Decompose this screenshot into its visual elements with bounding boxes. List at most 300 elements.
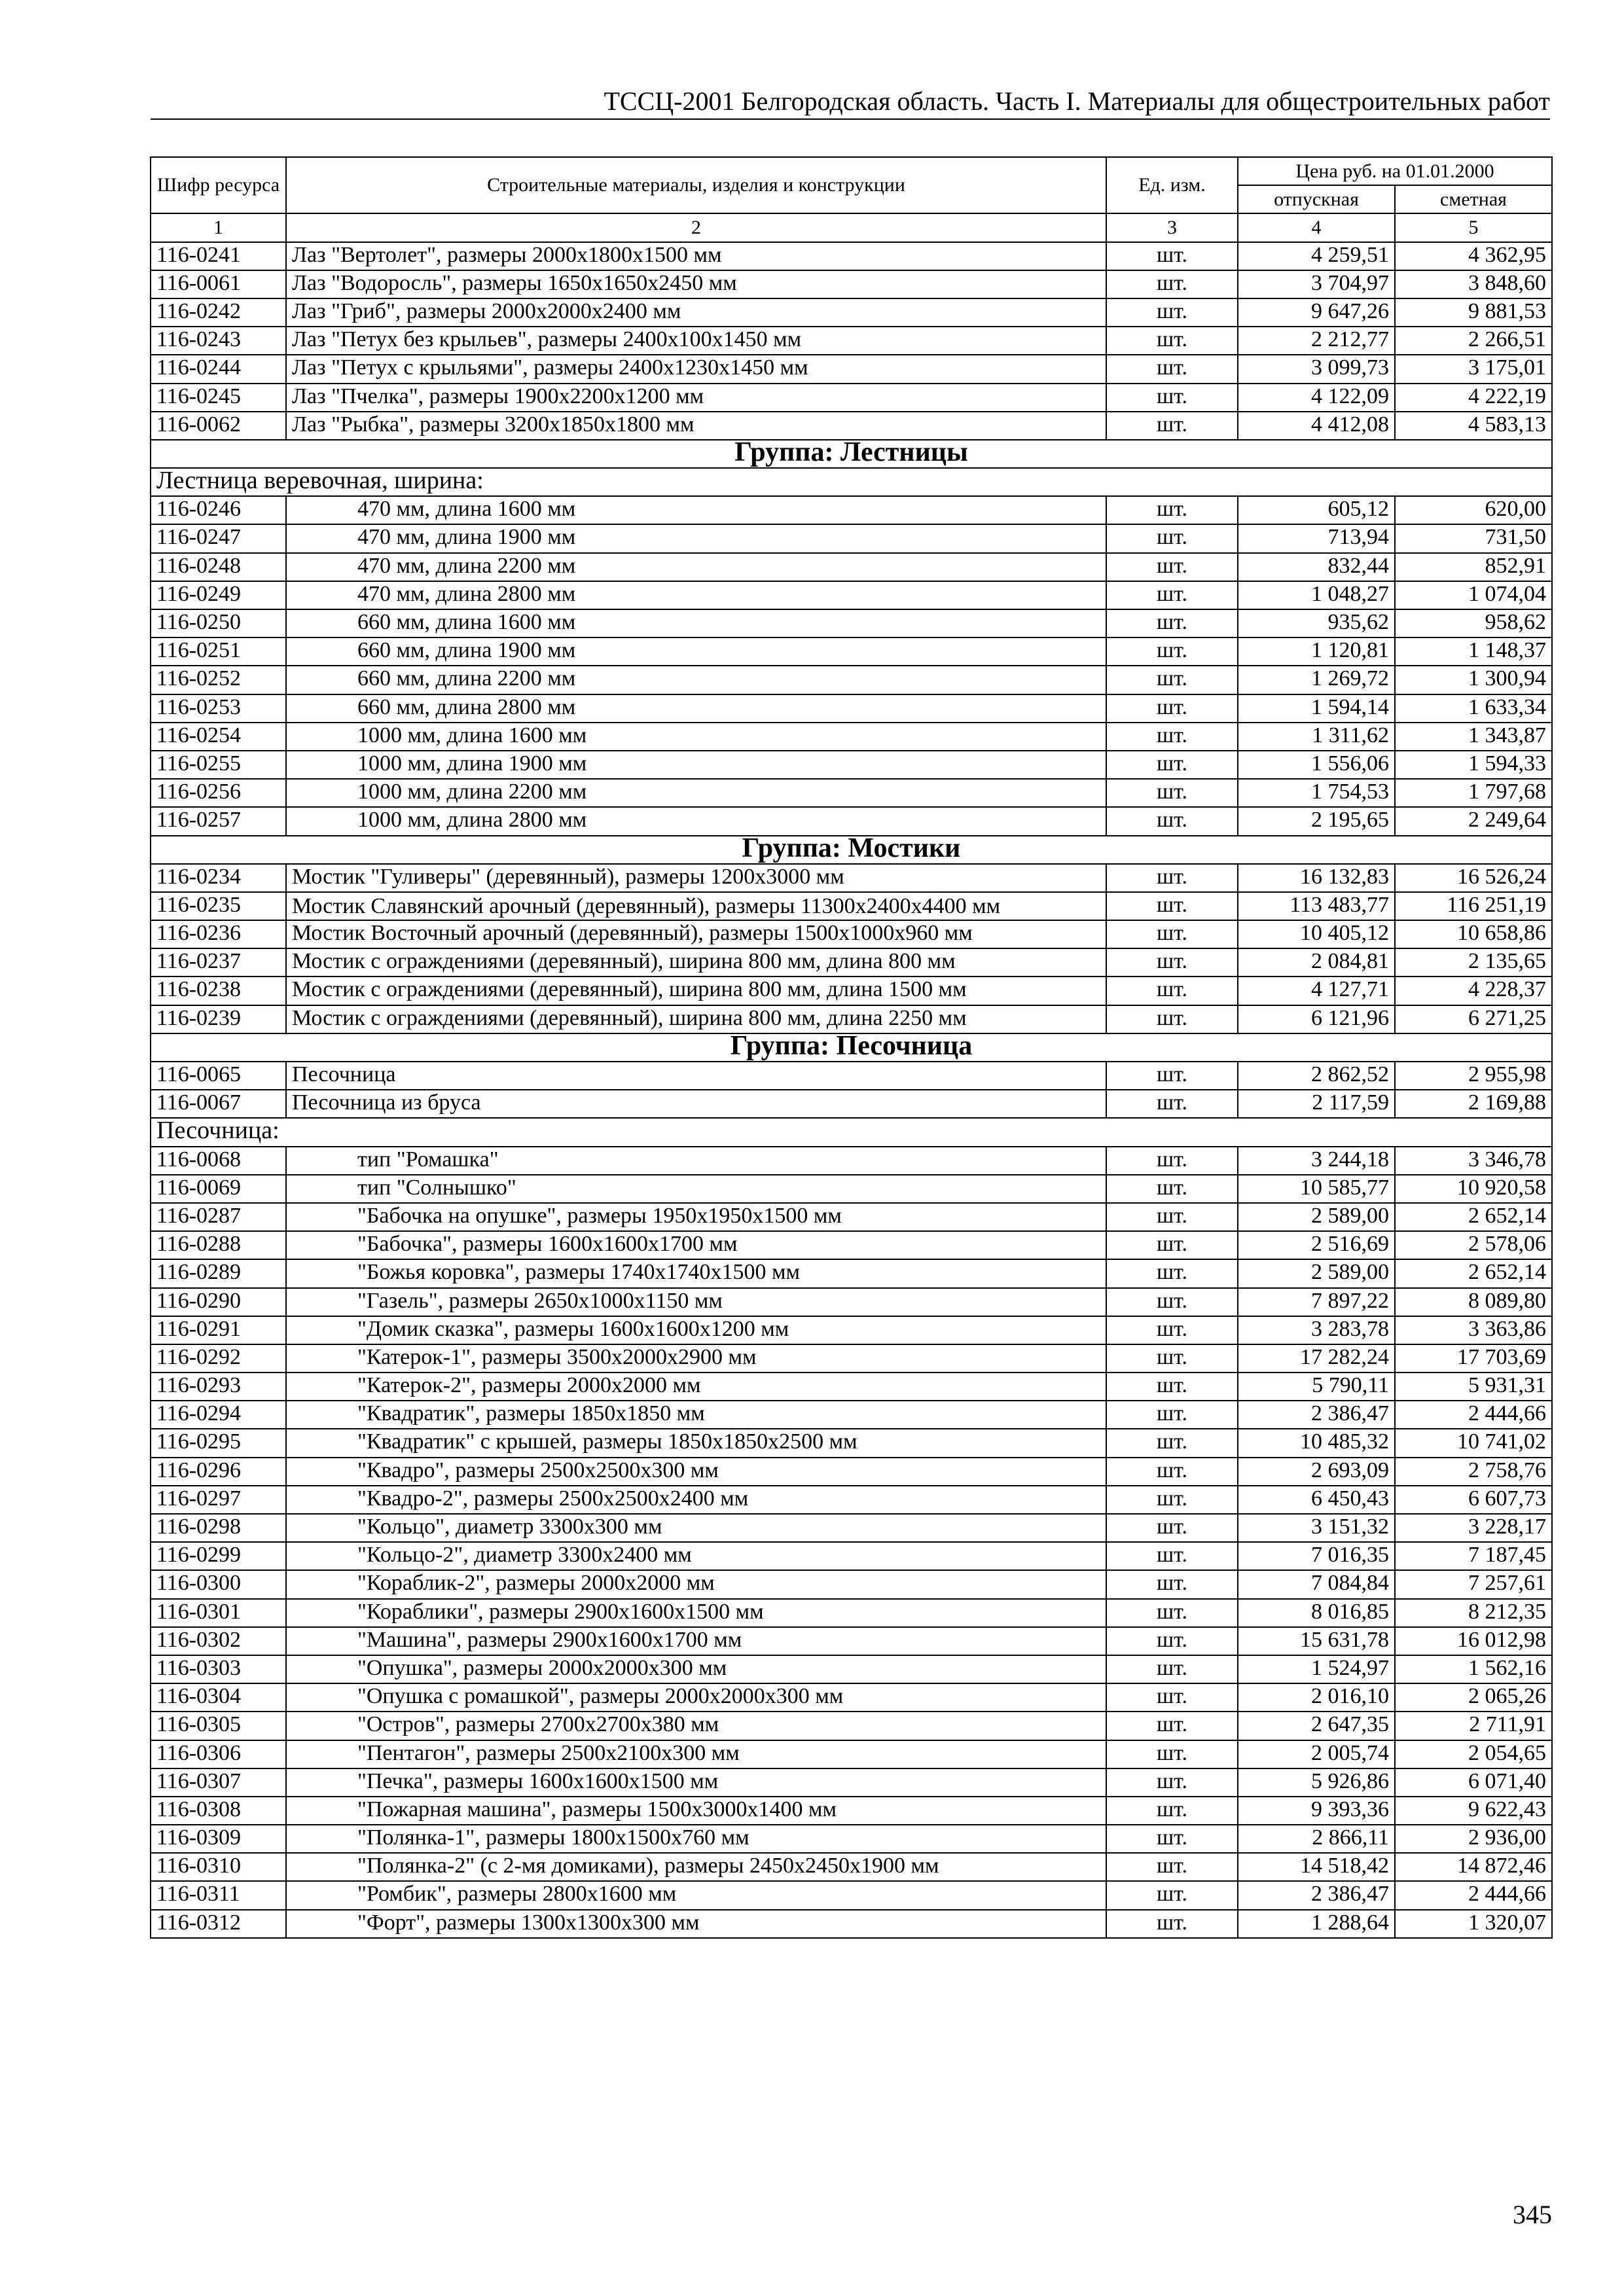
resource-code: 116-0068 xyxy=(151,1147,286,1175)
table-row xyxy=(151,270,1552,298)
unit-cell: шт. xyxy=(1106,298,1238,327)
table-row xyxy=(151,355,1552,383)
column-number: 2 xyxy=(286,213,1106,242)
estimate-price: 2 936,00 xyxy=(1395,1825,1552,1853)
unit-cell: шт. xyxy=(1106,1372,1238,1401)
resource-code: 116-0239 xyxy=(151,1005,286,1033)
resource-code: 116-0241 xyxy=(151,242,286,270)
estimate-price: 3 346,78 xyxy=(1395,1147,1552,1175)
resource-code: 116-0288 xyxy=(151,1231,286,1259)
column-number-row xyxy=(151,213,1552,242)
estimate-price: 9 622,43 xyxy=(1395,1797,1552,1825)
header-release-price: отпускная xyxy=(1238,185,1395,213)
release-price: 3 704,97 xyxy=(1238,270,1395,298)
table-row xyxy=(151,920,1552,948)
release-price: 1 524,97 xyxy=(1238,1655,1395,1683)
release-price: 1 754,53 xyxy=(1238,779,1395,807)
resource-code: 116-0253 xyxy=(151,694,286,723)
material-name: "Опушка с ромашкой", размеры 2000х2000х300 мм xyxy=(286,1683,1106,1712)
material-name: "Квадратик", размеры 1850х1850 мм xyxy=(286,1401,1106,1429)
header-name: Строительные материалы, изделия и конструкции xyxy=(286,157,1106,213)
unit-cell: шт. xyxy=(1106,864,1238,892)
material-name: Лаз "Вертолет", размеры 2000х1800х1500 мм xyxy=(286,242,1106,270)
release-price: 5 790,11 xyxy=(1238,1372,1395,1401)
unit-cell: шт. xyxy=(1106,1797,1238,1825)
unit-cell: шт. xyxy=(1106,892,1238,920)
material-name: "Полянка-1", размеры 1800х1500х760 мм xyxy=(286,1825,1106,1853)
table-row xyxy=(151,1514,1552,1542)
estimate-price: 10 741,02 xyxy=(1395,1429,1552,1457)
material-name: 470 мм, длина 2200 мм xyxy=(286,553,1106,581)
table-row xyxy=(151,864,1552,892)
resource-code: 116-0300 xyxy=(151,1570,286,1598)
table-row xyxy=(151,581,1552,609)
table-row xyxy=(151,412,1552,440)
release-price: 832,44 xyxy=(1238,553,1395,581)
estimate-price: 4 362,95 xyxy=(1395,242,1552,270)
estimate-price: 2 065,26 xyxy=(1395,1683,1552,1712)
release-price: 7 084,84 xyxy=(1238,1570,1395,1598)
material-name: "Бабочка на опушке", размеры 1950х1950х1500 мм xyxy=(286,1203,1106,1231)
material-name: 470 мм, длина 1600 мм xyxy=(286,496,1106,524)
table-row xyxy=(151,1344,1552,1372)
estimate-price: 1 320,07 xyxy=(1395,1910,1552,1938)
unit-cell: шт. xyxy=(1106,270,1238,298)
unit-cell: шт. xyxy=(1106,1542,1238,1570)
resource-code: 116-0249 xyxy=(151,581,286,609)
resource-code: 116-0289 xyxy=(151,1259,286,1287)
table-row xyxy=(151,1005,1552,1033)
material-name: Лаз "Пчелка", размеры 1900х2200х1200 мм xyxy=(286,384,1106,412)
estimate-price: 14 872,46 xyxy=(1395,1853,1552,1881)
table-row xyxy=(151,609,1552,637)
unit-cell: шт. xyxy=(1106,1825,1238,1853)
estimate-price: 2 955,98 xyxy=(1395,1062,1552,1090)
table-row xyxy=(151,779,1552,807)
header-code: Шифр ресурса xyxy=(151,157,286,213)
material-name: "Ромбик", размеры 2800х1600 мм xyxy=(286,1881,1106,1909)
estimate-price: 1 074,04 xyxy=(1395,581,1552,609)
release-price: 17 282,24 xyxy=(1238,1344,1395,1372)
release-price: 3 244,18 xyxy=(1238,1147,1395,1175)
material-name: "Квадро-2", размеры 2500х2500х2400 мм xyxy=(286,1486,1106,1514)
material-name: "Форт", размеры 1300х1300х300 мм xyxy=(286,1910,1106,1938)
material-name: Лаз "Петух с крыльями", размеры 2400х1230х1450 мм xyxy=(286,355,1106,383)
material-name: "Катерок-1", размеры 3500х2000х2900 мм xyxy=(286,1344,1106,1372)
material-name: "Кольцо", диаметр 3300х300 мм xyxy=(286,1514,1106,1542)
material-name: "Кораблики", размеры 2900х1600х1500 мм xyxy=(286,1599,1106,1627)
resource-code: 116-0067 xyxy=(151,1090,286,1118)
estimate-price: 10 920,58 xyxy=(1395,1175,1552,1203)
release-price: 2 212,77 xyxy=(1238,327,1395,355)
unit-cell: шт. xyxy=(1106,553,1238,581)
estimate-price: 731,50 xyxy=(1395,524,1552,552)
release-price: 9 647,26 xyxy=(1238,298,1395,327)
column-number: 4 xyxy=(1238,213,1395,242)
unit-cell: шт. xyxy=(1106,1853,1238,1881)
estimate-price: 4 583,13 xyxy=(1395,412,1552,440)
release-price: 9 393,36 xyxy=(1238,1797,1395,1825)
unit-cell: шт. xyxy=(1106,1910,1238,1938)
resource-code: 116-0247 xyxy=(151,524,286,552)
material-name: "Пожарная машина", размеры 1500х3000х1400 мм xyxy=(286,1797,1106,1825)
release-price: 1 556,06 xyxy=(1238,751,1395,779)
resource-code: 116-0252 xyxy=(151,666,286,694)
release-price: 1 048,27 xyxy=(1238,581,1395,609)
resource-code: 116-0065 xyxy=(151,1062,286,1090)
table-row xyxy=(151,1825,1552,1853)
material-name: 1000 мм, длина 2800 мм xyxy=(286,807,1106,835)
estimate-price: 116 251,19 xyxy=(1395,892,1552,920)
unit-cell: шт. xyxy=(1106,637,1238,666)
estimate-price: 1 633,34 xyxy=(1395,694,1552,723)
release-price: 4 259,51 xyxy=(1238,242,1395,270)
material-name: Мостик Восточный арочный (деревянный), размеры 1500х1000х960 мм xyxy=(286,920,1106,948)
material-name: Мостик с ограждениями (деревянный), ширина 800 мм, длина 1500 мм xyxy=(286,977,1106,1005)
resource-code: 116-0248 xyxy=(151,553,286,581)
unit-cell: шт. xyxy=(1106,524,1238,552)
header-unit: Ед. изм. xyxy=(1106,157,1238,213)
group-title: Группа: Песочница xyxy=(151,1033,1552,1062)
estimate-price: 6 071,40 xyxy=(1395,1768,1552,1797)
table-row xyxy=(151,1881,1552,1909)
table-row xyxy=(151,1655,1552,1683)
unit-cell: шт. xyxy=(1106,1231,1238,1259)
unit-cell: шт. xyxy=(1106,1005,1238,1033)
material-name: "Квадро", размеры 2500х2500х300 мм xyxy=(286,1458,1106,1486)
resource-code: 116-0298 xyxy=(151,1514,286,1542)
release-price: 713,94 xyxy=(1238,524,1395,552)
table-row xyxy=(151,327,1552,355)
resource-code: 116-0254 xyxy=(151,723,286,751)
unit-cell: шт. xyxy=(1106,1712,1238,1740)
group-title: Группа: Мостики xyxy=(151,836,1552,864)
table-row xyxy=(151,751,1552,779)
table-row xyxy=(151,496,1552,524)
group-title: Группа: Лестницы xyxy=(151,440,1552,468)
resource-code: 116-0312 xyxy=(151,1910,286,1938)
material-name: 470 мм, длина 1900 мм xyxy=(286,524,1106,552)
release-price: 16 132,83 xyxy=(1238,864,1395,892)
unit-cell: шт. xyxy=(1106,1514,1238,1542)
release-price: 1 269,72 xyxy=(1238,666,1395,694)
table-row xyxy=(151,1090,1552,1118)
table-row xyxy=(151,1683,1552,1712)
release-price: 2 589,00 xyxy=(1238,1259,1395,1287)
resource-code: 116-0305 xyxy=(151,1712,286,1740)
unit-cell: шт. xyxy=(1106,1288,1238,1316)
unit-cell: шт. xyxy=(1106,327,1238,355)
unit-cell: шт. xyxy=(1106,977,1238,1005)
resource-code: 116-0306 xyxy=(151,1740,286,1768)
table-row xyxy=(151,524,1552,552)
estimate-price: 3 228,17 xyxy=(1395,1514,1552,1542)
estimate-price: 2 444,66 xyxy=(1395,1401,1552,1429)
table-header xyxy=(151,157,1552,242)
resource-code: 116-0244 xyxy=(151,355,286,383)
unit-cell: шт. xyxy=(1106,1147,1238,1175)
resource-code: 116-0307 xyxy=(151,1768,286,1797)
material-name: "Кольцо-2", диаметр 3300х2400 мм xyxy=(286,1542,1106,1570)
estimate-price: 16 526,24 xyxy=(1395,864,1552,892)
resource-code: 116-0287 xyxy=(151,1203,286,1231)
material-name: Лаз "Гриб", размеры 2000х2000х2400 мм xyxy=(286,298,1106,327)
page-number: 345 xyxy=(1513,2200,1552,2229)
resource-code: 116-0294 xyxy=(151,1401,286,1429)
estimate-price: 2 169,88 xyxy=(1395,1090,1552,1118)
unit-cell: шт. xyxy=(1106,496,1238,524)
estimate-price: 620,00 xyxy=(1395,496,1552,524)
release-price: 5 926,86 xyxy=(1238,1768,1395,1797)
estimate-price: 6 607,73 xyxy=(1395,1486,1552,1514)
estimate-price: 4 222,19 xyxy=(1395,384,1552,412)
release-price: 14 518,42 xyxy=(1238,1853,1395,1881)
resource-code: 116-0292 xyxy=(151,1344,286,1372)
unit-cell: шт. xyxy=(1106,694,1238,723)
column-number: 3 xyxy=(1106,213,1238,242)
estimate-price: 4 228,37 xyxy=(1395,977,1552,1005)
unit-cell: шт. xyxy=(1106,412,1238,440)
release-price: 4 412,08 xyxy=(1238,412,1395,440)
resource-code: 116-0291 xyxy=(151,1316,286,1344)
estimate-price: 1 797,68 xyxy=(1395,779,1552,807)
release-price: 10 585,77 xyxy=(1238,1175,1395,1203)
unit-cell: шт. xyxy=(1106,1458,1238,1486)
material-name: Лаз "Петух без крыльев", размеры 2400х100х1450 мм xyxy=(286,327,1106,355)
unit-cell: шт. xyxy=(1106,1683,1238,1712)
resource-code: 116-0245 xyxy=(151,384,286,412)
release-price: 3 099,73 xyxy=(1238,355,1395,383)
estimate-price: 2 444,66 xyxy=(1395,1881,1552,1909)
estimate-price: 3 848,60 xyxy=(1395,270,1552,298)
resource-code: 116-0302 xyxy=(151,1627,286,1655)
material-name: Лаз "Водоросль", размеры 1650х1650х2450 мм xyxy=(286,270,1106,298)
subgroup-title: Лестница веревочная, ширина: xyxy=(151,468,1552,496)
resource-code: 116-0062 xyxy=(151,412,286,440)
estimate-price: 2 266,51 xyxy=(1395,327,1552,355)
estimate-price: 5 931,31 xyxy=(1395,1372,1552,1401)
table-row xyxy=(151,1853,1552,1881)
table-row xyxy=(151,1768,1552,1797)
release-price: 935,62 xyxy=(1238,609,1395,637)
material-name: 660 мм, длина 2800 мм xyxy=(286,694,1106,723)
unit-cell: шт. xyxy=(1106,1599,1238,1627)
unit-cell: шт. xyxy=(1106,1570,1238,1598)
table-row xyxy=(151,1288,1552,1316)
resource-code: 116-0256 xyxy=(151,779,286,807)
subgroup-row xyxy=(151,1118,1552,1146)
release-price: 1 288,64 xyxy=(1238,1910,1395,1938)
unit-cell: шт. xyxy=(1106,1881,1238,1909)
unit-cell: шт. xyxy=(1106,609,1238,637)
unit-cell: шт. xyxy=(1106,1740,1238,1768)
estimate-price: 7 257,61 xyxy=(1395,1570,1552,1598)
estimate-price: 3 363,86 xyxy=(1395,1316,1552,1344)
unit-cell: шт. xyxy=(1106,355,1238,383)
resource-code: 116-0061 xyxy=(151,270,286,298)
resource-code: 116-0299 xyxy=(151,1542,286,1570)
release-price: 1 311,62 xyxy=(1238,723,1395,751)
release-price: 4 122,09 xyxy=(1238,384,1395,412)
unit-cell: шт. xyxy=(1106,948,1238,977)
estimate-price: 2 054,65 xyxy=(1395,1740,1552,1768)
table-row xyxy=(151,1458,1552,1486)
unit-cell: шт. xyxy=(1106,1259,1238,1287)
unit-cell: шт. xyxy=(1106,581,1238,609)
table-row xyxy=(151,1175,1552,1203)
unit-cell: шт. xyxy=(1106,1062,1238,1090)
resource-code: 116-0243 xyxy=(151,327,286,355)
estimate-price: 958,62 xyxy=(1395,609,1552,637)
estimate-price: 16 012,98 xyxy=(1395,1627,1552,1655)
estimate-price: 2 652,14 xyxy=(1395,1203,1552,1231)
material-name: "Остров", размеры 2700х2700х380 мм xyxy=(286,1712,1106,1740)
release-price: 2 693,09 xyxy=(1238,1458,1395,1486)
table-row xyxy=(151,1147,1552,1175)
table-row xyxy=(151,1259,1552,1287)
material-name: тип "Ромашка" xyxy=(286,1147,1106,1175)
table-row xyxy=(151,1570,1552,1598)
release-price: 2 016,10 xyxy=(1238,1683,1395,1712)
material-name: Песочница из бруса xyxy=(286,1090,1106,1118)
unit-cell: шт. xyxy=(1106,751,1238,779)
material-name: "Божья коровка", размеры 1740х1740х1500 мм xyxy=(286,1259,1106,1287)
header-price: Цена руб. на 01.01.2000 xyxy=(1238,157,1552,185)
estimate-price: 2 711,91 xyxy=(1395,1712,1552,1740)
resource-code: 116-0301 xyxy=(151,1599,286,1627)
release-price: 2 589,00 xyxy=(1238,1203,1395,1231)
unit-cell: шт. xyxy=(1106,1486,1238,1514)
subgroup-title: Песочница: xyxy=(151,1118,1552,1146)
unit-cell: шт. xyxy=(1106,666,1238,694)
estimate-price: 2 578,06 xyxy=(1395,1231,1552,1259)
table-row xyxy=(151,637,1552,666)
table-row xyxy=(151,1712,1552,1740)
release-price: 605,12 xyxy=(1238,496,1395,524)
release-price: 7 016,35 xyxy=(1238,1542,1395,1570)
estimate-price: 1 300,94 xyxy=(1395,666,1552,694)
unit-cell: шт. xyxy=(1106,1627,1238,1655)
release-price: 10 405,12 xyxy=(1238,920,1395,948)
release-price: 2 647,35 xyxy=(1238,1712,1395,1740)
material-name: "Пентагон", размеры 2500х2100х300 мм xyxy=(286,1740,1106,1768)
estimate-price: 10 658,86 xyxy=(1395,920,1552,948)
table-row xyxy=(151,1231,1552,1259)
material-name: "Полянка-2" (с 2-мя домиками), размеры 2450х2450х1900 мм xyxy=(286,1853,1106,1881)
release-price: 10 485,32 xyxy=(1238,1429,1395,1457)
unit-cell: шт. xyxy=(1106,1316,1238,1344)
table-row xyxy=(151,694,1552,723)
material-name: 660 мм, длина 1600 мм xyxy=(286,609,1106,637)
table-row xyxy=(151,298,1552,327)
release-price: 7 897,22 xyxy=(1238,1288,1395,1316)
resource-code: 116-0257 xyxy=(151,807,286,835)
resource-code: 116-0242 xyxy=(151,298,286,327)
table-row xyxy=(151,1062,1552,1090)
material-name: Мостик с ограждениями (деревянный), ширина 800 мм, длина 800 мм xyxy=(286,948,1106,977)
resource-code: 116-0246 xyxy=(151,496,286,524)
header-divider xyxy=(151,118,1550,120)
table-row xyxy=(151,553,1552,581)
release-price: 2 005,74 xyxy=(1238,1740,1395,1768)
resource-code: 116-0311 xyxy=(151,1881,286,1909)
estimate-price: 3 175,01 xyxy=(1395,355,1552,383)
release-price: 1 594,14 xyxy=(1238,694,1395,723)
table-row xyxy=(151,1910,1552,1938)
unit-cell: шт. xyxy=(1106,1401,1238,1429)
material-name: "Опушка", размеры 2000х2000х300 мм xyxy=(286,1655,1106,1683)
resource-code: 116-0297 xyxy=(151,1486,286,1514)
estimate-price: 2 758,76 xyxy=(1395,1458,1552,1486)
estimate-price: 1 343,87 xyxy=(1395,723,1552,751)
release-price: 2 866,11 xyxy=(1238,1825,1395,1853)
release-price: 8 016,85 xyxy=(1238,1599,1395,1627)
unit-cell: шт. xyxy=(1106,1203,1238,1231)
group-row xyxy=(151,1033,1552,1062)
table-row xyxy=(151,1542,1552,1570)
table-row xyxy=(151,384,1552,412)
unit-cell: шт. xyxy=(1106,920,1238,948)
release-price: 2 195,65 xyxy=(1238,807,1395,835)
release-price: 4 127,71 xyxy=(1238,977,1395,1005)
table-row xyxy=(151,948,1552,977)
resource-code: 116-0290 xyxy=(151,1288,286,1316)
resource-code: 116-0293 xyxy=(151,1372,286,1401)
resource-code: 116-0237 xyxy=(151,948,286,977)
release-price: 2 117,59 xyxy=(1238,1090,1395,1118)
unit-cell: шт. xyxy=(1106,1655,1238,1683)
unit-cell: шт. xyxy=(1106,779,1238,807)
table-row xyxy=(151,1203,1552,1231)
unit-cell: шт. xyxy=(1106,1768,1238,1797)
price-table xyxy=(150,156,1553,1939)
table-row xyxy=(151,242,1552,270)
material-name: Мостик с ограждениями (деревянный), ширина 800 мм, длина 2250 мм xyxy=(286,1005,1106,1033)
unit-cell: шт. xyxy=(1106,384,1238,412)
table-row xyxy=(151,1740,1552,1768)
material-name: 1000 мм, длина 1900 мм xyxy=(286,751,1106,779)
unit-cell: шт. xyxy=(1106,723,1238,751)
group-row xyxy=(151,440,1552,468)
resource-code: 116-0309 xyxy=(151,1825,286,1853)
release-price: 3 151,32 xyxy=(1238,1514,1395,1542)
header-estimate-price: сметная xyxy=(1395,185,1552,213)
release-price: 2 516,69 xyxy=(1238,1231,1395,1259)
table-row xyxy=(151,1797,1552,1825)
material-name: Лаз "Рыбка", размеры 3200х1850х1800 мм xyxy=(286,412,1106,440)
estimate-price: 8 089,80 xyxy=(1395,1288,1552,1316)
material-name: тип "Солнышко" xyxy=(286,1175,1106,1203)
material-name: "Катерок-2", размеры 2000х2000 мм xyxy=(286,1372,1106,1401)
unit-cell: шт. xyxy=(1106,1175,1238,1203)
page-header-title: ТССЦ-2001 Белгородская область. Часть I. Материалы для общестроительных работ xyxy=(604,86,1550,116)
resource-code: 116-0296 xyxy=(151,1458,286,1486)
resource-code: 116-0235 xyxy=(151,892,286,920)
material-name: "Машина", размеры 2900х1600х1700 мм xyxy=(286,1627,1106,1655)
table-row xyxy=(151,1316,1552,1344)
table-row xyxy=(151,1599,1552,1627)
material-name: 470 мм, длина 2800 мм xyxy=(286,581,1106,609)
material-name: "Бабочка", размеры 1600х1600х1700 мм xyxy=(286,1231,1106,1259)
release-price: 1 120,81 xyxy=(1238,637,1395,666)
release-price: 2 084,81 xyxy=(1238,948,1395,977)
table-row xyxy=(151,892,1552,920)
column-number: 1 xyxy=(151,213,286,242)
unit-cell: шт. xyxy=(1106,1344,1238,1372)
column-number: 5 xyxy=(1395,213,1552,242)
release-price: 3 283,78 xyxy=(1238,1316,1395,1344)
estimate-price: 6 271,25 xyxy=(1395,1005,1552,1033)
